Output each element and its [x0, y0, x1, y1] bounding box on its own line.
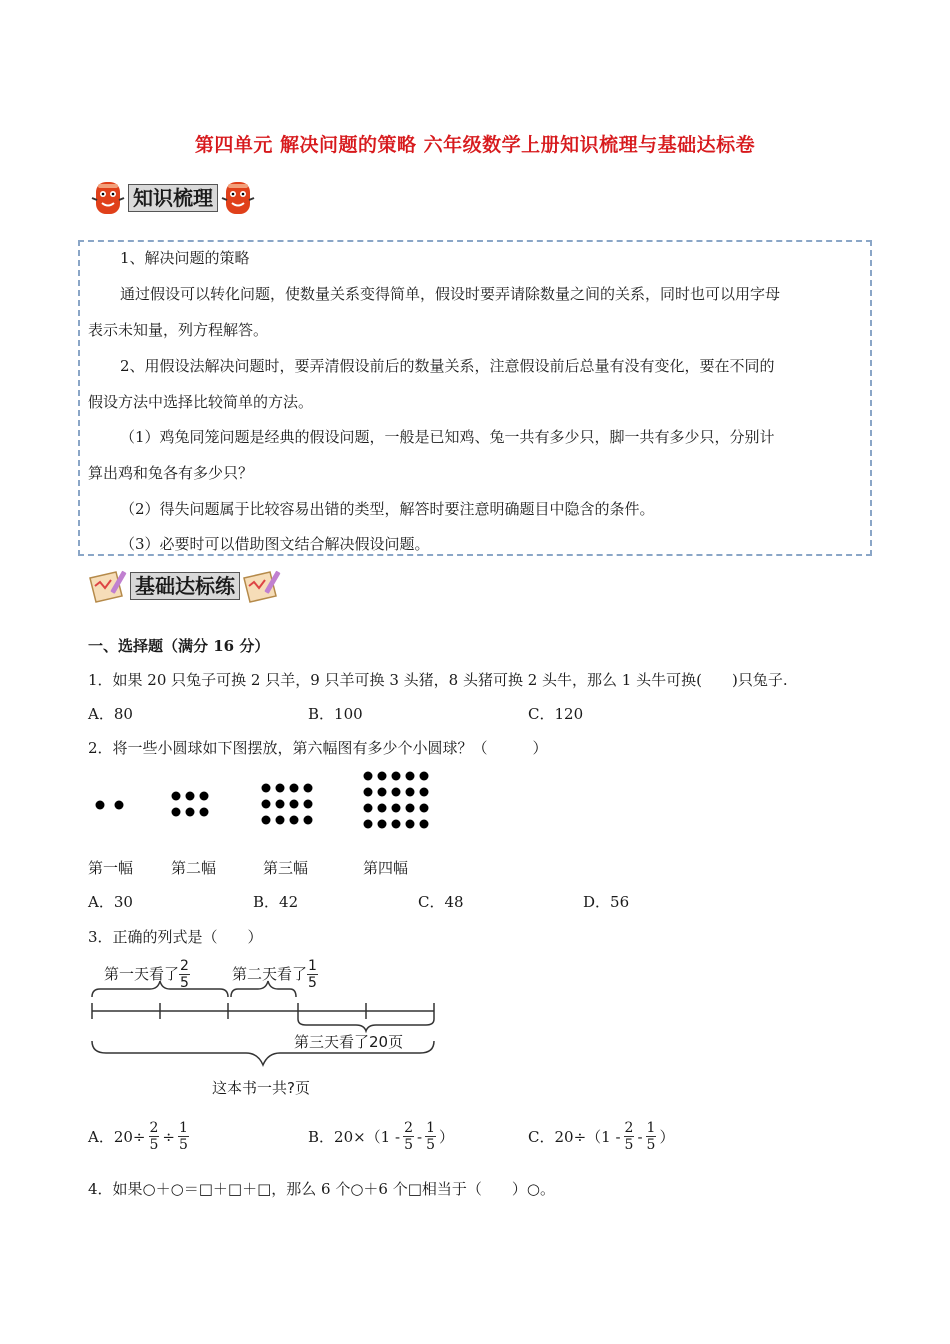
knowledge-p5: （2）得失问题属于比较容易出错的类型，解答时要注意明确题目中隐含的条件。: [120, 500, 655, 518]
q2-option-b[interactable]: B．42: [253, 893, 299, 911]
q2-figure-label-1: 第一幅: [88, 859, 134, 877]
knowledge-p3a: 2、用假设法解决问题时，要弄清假设前后的数量关系，注意假设前后总量有没有变化，要在不同的: [120, 357, 775, 375]
q3-option-c[interactable]: C．20÷（1 - $\frac{2}{5}$ - $\frac{1}{5}$ ）: [528, 1120, 675, 1153]
section-title-practice: 基础达标练: [130, 572, 240, 600]
q2-figure-label-4: 第四幅: [363, 859, 409, 877]
question-3-stem: 3．正确的列式是（ ）: [88, 928, 263, 946]
q1-option-a[interactable]: A．80: [88, 705, 133, 723]
q1-option-c[interactable]: C．120: [528, 705, 584, 723]
q2-option-c[interactable]: C．48: [418, 893, 464, 911]
q3-day1-label: 第一天看了 $\frac{2}{5}$: [104, 958, 189, 991]
fraction: $\frac{1}{5}$: [426, 1120, 435, 1153]
q3-day2-label: 第二天看了 $\frac{1}{5}$: [232, 958, 317, 991]
knowledge-p2b: 表示未知量，列方程解答。: [88, 321, 269, 339]
q3-total-label: 这本书一共?页: [212, 1079, 310, 1097]
question-4-stem: 4．如果○＋○＝□＋□＋□，那么 6 个○＋6 个□相当于（ ）○。: [88, 1180, 555, 1198]
fraction: $\frac{2}{5}$: [180, 958, 189, 991]
q3-day3-label: 第三天看了20页: [294, 1033, 404, 1051]
part-heading: 一、选择题（满分 16 分）: [88, 637, 270, 655]
knowledge-p3b: 假设方法中选择比较简单的方法。: [88, 393, 314, 411]
ball-pattern-figure: [88, 766, 448, 856]
fraction: $\frac{2}{5}$: [404, 1120, 413, 1153]
section-banner-knowledge: [88, 178, 258, 218]
knowledge-p6: （3）必要时可以借助图文结合解决假设问题。: [120, 535, 430, 553]
q3-option-b[interactable]: B．20×（1 - $\frac{2}{5}$ - $\frac{1}{5}$ ）: [308, 1120, 454, 1153]
knowledge-p4a: （1）鸡兔同笼问题是经典的假设问题，一般是已知鸡、兔一共有多少只，脚一共有多少只，分别计: [120, 428, 775, 446]
section-banner-practice: [86, 568, 284, 604]
q2-option-d[interactable]: D．56: [583, 893, 630, 911]
section-title-knowledge: 知识梳理: [128, 184, 218, 212]
q3-option-a[interactable]: A．20÷ $\frac{2}{5}$ ÷ $\frac{1}{5}$: [88, 1120, 188, 1153]
notebook-pencil-icon: [240, 568, 284, 604]
q2-option-a[interactable]: A．30: [88, 893, 133, 911]
fraction: $\frac{1}{5}$: [308, 958, 317, 991]
knowledge-p4b: 算出鸡和兔各有多少只？: [88, 464, 254, 482]
mascot-icon: [88, 178, 128, 218]
knowledge-p1: 1、解决问题的策略: [120, 249, 250, 267]
q2-figure-label-3: 第三幅: [263, 859, 309, 877]
page-title: 第四单元 解决问题的策略 六年级数学上册知识梳理与基础达标卷: [194, 134, 756, 156]
question-1-stem: 1．如果 20 只兔子可换 2 只羊，9 只羊可换 3 头猪，8 头猪可换 2 头牛，那么 1 头牛可换( )只兔子.: [88, 671, 788, 689]
fraction: $\frac{2}{5}$: [624, 1120, 634, 1153]
q1-option-b[interactable]: B．100: [308, 705, 363, 723]
notebook-pencil-icon: [86, 568, 130, 604]
q2-figure-label-2: 第二幅: [171, 859, 217, 877]
question-2-stem: 2．将一些小圆球如下图摆放，第六幅图有多少个小圆球？（ ）: [88, 739, 548, 757]
knowledge-p2a: 通过假设可以转化问题，使数量关系变得简单，假设时要弄请除数量之间的关系，同时也可以用字母: [120, 285, 781, 303]
fraction: $\frac{1}{5}$: [646, 1120, 656, 1153]
fraction: $\frac{2}{5}$: [149, 1120, 159, 1153]
mascot-icon: [218, 178, 258, 218]
fraction: $\frac{1}{5}$: [179, 1120, 188, 1153]
